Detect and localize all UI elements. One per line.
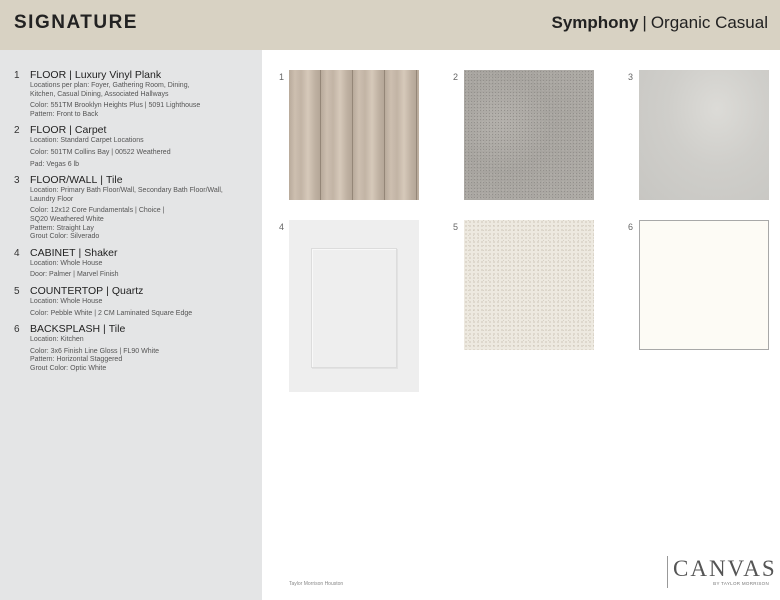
spec-material: Quartz — [111, 284, 144, 297]
spec-material: Tile — [106, 174, 123, 187]
title-separator: | — [642, 13, 647, 32]
swatch-number: 5 — [453, 222, 459, 232]
spec-detail-line: Color: Pebble White | 2 CM Laminated Square Edge — [30, 309, 193, 317]
spec-detail-line: SQ20 Weathered White — [30, 215, 104, 223]
swatch-luxury-vinyl-plank — [289, 70, 419, 200]
swatch-number: 1 — [279, 72, 285, 82]
spec-item-cabinet — [14, 247, 254, 280]
spec-detail-line: Location: Primary Bath Floor/Wall, Secondary Bath Floor/Wall, — [30, 187, 223, 195]
spec-detail-line: Locations per plan: Foyer, Gathering Room, Dining, — [30, 82, 190, 89]
spec-number: 1 — [14, 70, 20, 81]
spec-category: FLOOR/WALL — [30, 174, 98, 187]
spec-item-countertop — [14, 285, 254, 318]
title-separator: | — [69, 69, 72, 81]
logo-wordmark: CANVAS — [673, 556, 777, 581]
spec-material: Shaker — [84, 246, 118, 259]
spec-detail-line: Location: Standard Carpet Locations — [30, 137, 144, 145]
spec-title — [30, 247, 254, 260]
spec-category: FLOOR — [30, 124, 67, 137]
spec-item-floor-carpet — [14, 124, 254, 169]
canvas-logo — [667, 556, 777, 588]
swatch-number: 2 — [453, 72, 459, 82]
spec-title — [30, 124, 254, 137]
spec-detail-line: Grout Color: Silverado — [30, 233, 100, 241]
spec-detail-line: Pattern: Front to Back — [30, 110, 99, 118]
spec-detail-line: Door: Palmer | Marvel Finish — [30, 271, 119, 279]
swatch-quartz — [464, 220, 594, 350]
swatch-grid — [262, 50, 780, 600]
spec-detail-line: Pad: Vegas 6 lb — [30, 160, 80, 168]
cabinet-door-panel — [311, 248, 397, 368]
spec-category: BACKSPLASH — [30, 323, 101, 336]
spec-detail-line: Kitchen, Casual Dining, Associated Hallways — [30, 90, 169, 98]
swatch-number: 4 — [279, 222, 285, 232]
spec-material: Luxury Vinyl Plank — [74, 69, 162, 81]
spec-detail-line: Pattern: Horizontal Staggered — [30, 356, 123, 364]
brand-title: SIGNATURE — [14, 12, 138, 33]
spec-title — [30, 285, 254, 298]
spec-title — [30, 174, 254, 187]
spec-list — [14, 69, 254, 378]
title-separator: | — [103, 323, 106, 336]
spec-number: 6 — [14, 324, 20, 336]
spec-item-floor-lvp — [14, 69, 254, 119]
spec-number: 2 — [14, 125, 20, 137]
spec-number: 5 — [14, 285, 20, 297]
spec-detail-line: Color: 501TM Collins Bay | 00522 Weathered — [30, 148, 171, 156]
title-separator: | — [69, 124, 72, 137]
swatch-tile — [639, 70, 769, 200]
swatch-number: 6 — [628, 222, 634, 232]
collection-title — [552, 13, 769, 33]
spec-detail-line: Grout Color: Optic White — [30, 364, 107, 372]
footer-note: Taylor Morrison Houston — [289, 581, 344, 587]
title-separator: | — [106, 284, 109, 297]
spec-detail-line: Color: 12x12 Core Fundamentals | Choice | — [30, 207, 165, 215]
spec-detail-line: Color: 551TM Brooklyn Heights Plus | 5091 Lighthouse — [30, 102, 201, 110]
spec-item-floor-wall-tile — [14, 174, 254, 242]
swatch-shaker-cabinet — [289, 220, 419, 392]
spec-material: Carpet — [74, 124, 107, 137]
header-bar — [0, 0, 780, 50]
spec-detail-line: Pattern: Straight Lay — [30, 224, 94, 232]
spec-detail-line: Location: Kitchen — [30, 336, 84, 344]
spec-detail-line: Location: Whole House — [30, 259, 103, 267]
logo-subtitle: BY TAYLOR MORRISON — [713, 581, 769, 586]
swatch-carpet — [464, 70, 594, 200]
spec-number: 4 — [14, 247, 20, 259]
spec-material: Tile — [108, 323, 126, 336]
spec-sidebar — [0, 50, 262, 600]
swatch-number: 3 — [628, 72, 634, 82]
collection-style: Organic Casual — [650, 13, 768, 32]
title-separator: | — [78, 246, 82, 259]
spec-category: CABINET — [30, 246, 76, 259]
swatch-backsplash-tile — [639, 220, 769, 350]
spec-title — [30, 69, 254, 82]
spec-number: 3 — [14, 175, 20, 187]
spec-detail-line: Location: Whole House — [30, 297, 103, 305]
spec-detail-line: Laundry Floor — [30, 195, 74, 203]
spec-category: COUNTERTOP — [30, 284, 104, 297]
collection-name: Symphony — [551, 13, 639, 32]
spec-detail-line: Color: 3x6 Finish Line Gloss | FL90 White — [30, 347, 160, 355]
spec-title — [30, 323, 254, 336]
spec-category: FLOOR — [30, 69, 67, 81]
title-separator: | — [100, 174, 104, 187]
spec-item-backsplash — [14, 323, 254, 373]
